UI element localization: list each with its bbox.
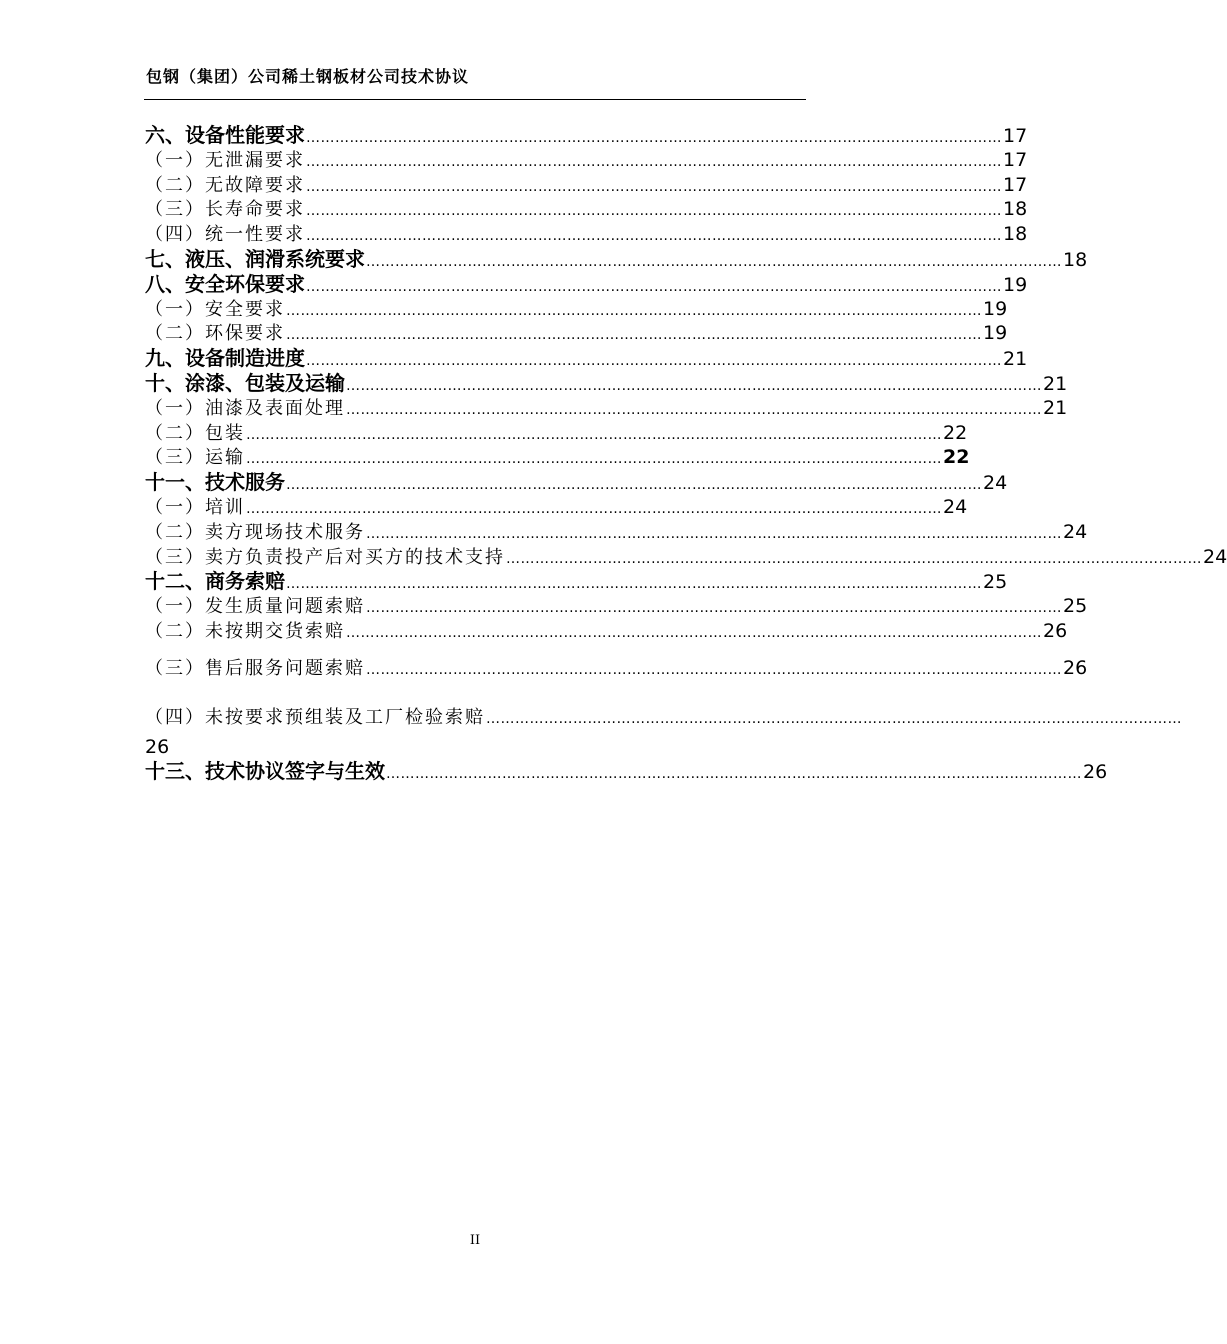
toc-entry-label: 十三、技术协议签字与生效 bbox=[145, 758, 385, 783]
toc-entry[interactable] bbox=[145, 520, 1088, 545]
toc-entry[interactable] bbox=[145, 445, 970, 470]
toc-leader-dots: ……………………………………………………………………………………………………………………………… bbox=[366, 600, 1062, 617]
toc-entry[interactable] bbox=[145, 123, 1028, 148]
toc-leader-dots: ……………………………………………………………………………………………………………………………… bbox=[286, 576, 982, 593]
toc-leader-dots: ……………………………………………………………………………………………………………………………… bbox=[366, 525, 1062, 542]
toc-entry[interactable] bbox=[145, 569, 1008, 594]
toc-entry-page: 22 bbox=[943, 446, 970, 469]
toc-entry[interactable] bbox=[145, 197, 1028, 222]
toc-entry-label: 十一、技术服务 bbox=[145, 470, 285, 495]
toc-entry[interactable] bbox=[145, 370, 1068, 396]
toc-entry-page: 24 bbox=[943, 495, 968, 518]
toc-entry-label: （一）培训 bbox=[145, 496, 245, 518]
toc-entry-label: （一）发生质量问题索赔 bbox=[145, 596, 365, 618]
toc-leader-dots: ……………………………………………………………………………………………………………………………… bbox=[246, 451, 942, 468]
toc-entry[interactable] bbox=[145, 246, 1088, 272]
toc-entry-label: （一）安全要求 bbox=[145, 298, 285, 320]
toc-entry-wrapped[interactable] bbox=[145, 706, 1182, 759]
toc-entry-page: 26 bbox=[1043, 619, 1068, 642]
toc-entry-page: 18 bbox=[1003, 223, 1028, 246]
toc-entry-label: 六、设备性能要求 bbox=[145, 123, 305, 147]
toc-entry[interactable] bbox=[145, 148, 1028, 173]
toc-leader-dots: ……………………………………………………………………………………………………………………………… bbox=[306, 228, 1002, 245]
toc-leader-dots: ……………………………………………………………………………………………………………………………… bbox=[306, 178, 1002, 195]
toc-entry-label: （二）无故障要求 bbox=[145, 174, 305, 196]
toc-entry[interactable] bbox=[145, 545, 1227, 570]
toc-entry[interactable] bbox=[145, 271, 1028, 297]
toc-entry[interactable] bbox=[145, 619, 1068, 644]
toc-entry-label: 八、安全环保要求 bbox=[145, 271, 305, 296]
toc-entry[interactable] bbox=[145, 758, 1108, 784]
toc-entry-page: 17 bbox=[1003, 148, 1028, 171]
toc-entry[interactable] bbox=[145, 297, 1008, 322]
toc-leader-dots: ……………………………………………………………………………………………………………………………… bbox=[306, 278, 1002, 295]
toc-entry-page: 21 bbox=[1043, 372, 1068, 395]
toc-entry[interactable] bbox=[145, 656, 1088, 681]
toc-entry[interactable] bbox=[145, 321, 1008, 346]
toc-leader-dots: ……………………………………………………………………………………………………………………………… bbox=[286, 327, 982, 344]
toc-leader-dots: ……………………………………………………………………………………………………………………………… bbox=[506, 550, 1202, 567]
toc-entry-page: 17 bbox=[1003, 125, 1028, 147]
toc-entry-label: （三）运输 bbox=[145, 447, 245, 469]
toc-entry-label: （一）油漆及表面处理 bbox=[145, 397, 345, 419]
toc-entry-label: 十、涂漆、包装及运输 bbox=[145, 370, 345, 395]
toc-leader-dots: ……………………………………………………………………………………………………………………………… bbox=[346, 377, 1042, 394]
toc-entry[interactable] bbox=[145, 346, 1028, 371]
toc-entry-page: 26 bbox=[1083, 760, 1108, 783]
toc-entry-label: （二）卖方现场技术服务 bbox=[145, 521, 365, 543]
toc-entry-page: 21 bbox=[1003, 348, 1028, 371]
toc-entry[interactable] bbox=[145, 470, 1008, 495]
toc-entry-page: 19 bbox=[983, 322, 1008, 345]
toc-leader-dots: ……………………………………………………………………………………………………………………………… bbox=[306, 153, 1002, 170]
toc-entry-label: （三）长寿命要求 bbox=[145, 199, 305, 221]
table-of-contents bbox=[145, 123, 1227, 783]
toc-entry-page: 25 bbox=[983, 571, 1008, 594]
toc-entry-label: （二）包装 bbox=[145, 422, 245, 444]
toc-leader-dots: ……………………………………………………………………………………………………………………………… bbox=[366, 661, 1062, 678]
toc-leader-dots: ……………………………………………………………………………………………………………………………… bbox=[486, 710, 1182, 727]
toc-entry[interactable] bbox=[145, 222, 1028, 247]
toc-leader-dots: ……………………………………………………………………………………………………………………………… bbox=[246, 500, 942, 517]
toc-leader-dots: ……………………………………………………………………………………………………………………………… bbox=[346, 624, 1042, 641]
toc-leader-dots: ……………………………………………………………………………………………………………………………… bbox=[286, 477, 982, 494]
toc-entry-page: 18 bbox=[1003, 198, 1028, 221]
toc-entry-page: 24 bbox=[1203, 545, 1227, 568]
toc-list bbox=[145, 123, 1227, 644]
toc-leader-dots: ……………………………………………………………………………………………………………………………… bbox=[386, 765, 1082, 782]
toc-entry-page: 24 bbox=[1063, 520, 1088, 543]
toc-entry-page: 22 bbox=[943, 421, 968, 444]
toc-entry[interactable] bbox=[145, 495, 968, 520]
toc-entry[interactable] bbox=[145, 173, 1028, 198]
toc-leader-dots: ……………………………………………………………………………………………………………………………… bbox=[306, 353, 1002, 370]
toc-entry-page: 24 bbox=[983, 472, 1008, 495]
toc-entry-label: 七、液压、润滑系统要求 bbox=[145, 246, 365, 271]
toc-entry-page: 17 bbox=[1003, 173, 1028, 196]
toc-entry-page: 26 bbox=[145, 735, 170, 758]
toc-leader-dots: ……………………………………………………………………………………………………………………………… bbox=[306, 130, 1002, 146]
toc-entry-label: （四）统一性要求 bbox=[145, 224, 305, 246]
header-divider bbox=[144, 99, 806, 100]
toc-entry-page: 18 bbox=[1063, 248, 1088, 271]
toc-entry[interactable] bbox=[145, 594, 1088, 619]
header-title: 包钢（集团）公司稀土钢板材公司技术协议 bbox=[146, 67, 470, 86]
toc-entry-label: （一）无泄漏要求 bbox=[145, 149, 305, 171]
toc-entry-label: （二）环保要求 bbox=[145, 323, 285, 345]
toc-entry-label: （四）未按要求预组装及工厂检验索赔 bbox=[145, 706, 485, 728]
toc-leader-dots: ……………………………………………………………………………………………………………………………… bbox=[246, 426, 942, 443]
toc-entry[interactable] bbox=[145, 421, 968, 446]
page-number: II bbox=[469, 1233, 481, 1248]
toc-leader-dots: ……………………………………………………………………………………………………………………………… bbox=[306, 203, 1002, 220]
toc-entry-label: （三）售后服务问题索赔 bbox=[145, 657, 365, 679]
toc-entry-page: 21 bbox=[1043, 396, 1068, 419]
toc-entry[interactable] bbox=[145, 396, 1068, 421]
toc-entry-label: 十二、商务索赔 bbox=[145, 569, 285, 594]
toc-entry-page: 19 bbox=[983, 297, 1008, 320]
toc-leader-dots: ……………………………………………………………………………………………………………………………… bbox=[346, 401, 1042, 418]
toc-leader-dots: ……………………………………………………………………………………………………………………………… bbox=[366, 253, 1062, 270]
toc-entry-label: （二）未按期交货索赔 bbox=[145, 620, 345, 642]
toc-entry-label: 九、设备制造进度 bbox=[145, 346, 305, 371]
toc-entry-page: 25 bbox=[1063, 595, 1088, 618]
toc-leader-dots: ……………………………………………………………………………………………………………………………… bbox=[286, 302, 982, 319]
toc-entry-page: 26 bbox=[1063, 656, 1088, 679]
toc-entry-label: （三）卖方负责投产后对买方的技术支持 bbox=[145, 546, 505, 568]
toc-entry-page: 19 bbox=[1003, 273, 1028, 296]
